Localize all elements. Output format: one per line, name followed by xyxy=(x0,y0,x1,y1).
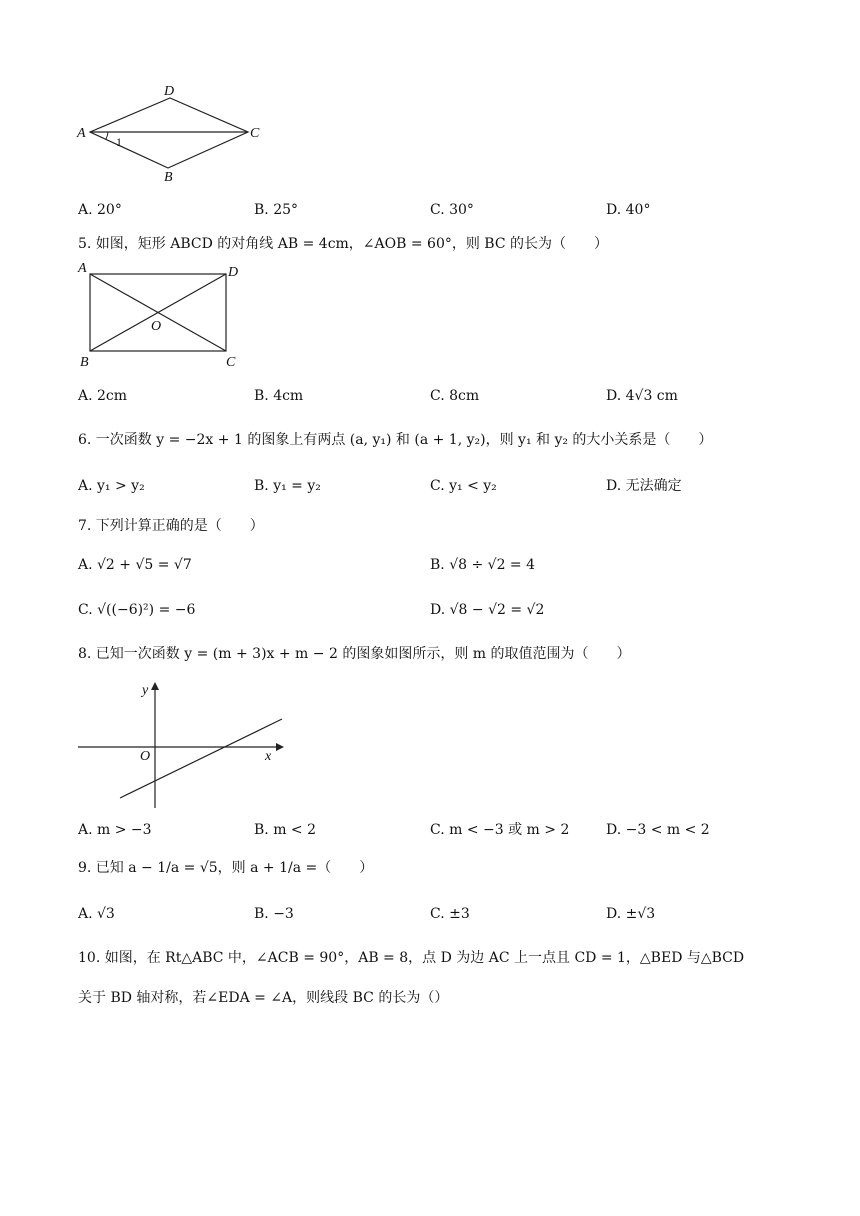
q7-option-b[interactable]: B. √8 ÷ √2 = 4 xyxy=(430,557,536,573)
label-x: x xyxy=(265,749,272,764)
q9-option-a[interactable]: A. √3 xyxy=(78,906,115,922)
q6-option-c[interactable]: C. y₁ < y₂ xyxy=(430,478,497,494)
q7-option-a[interactable]: A. √2 + √5 = √7 xyxy=(78,557,192,573)
label-C: C xyxy=(250,126,260,141)
q9-option-c[interactable]: C. ±3 xyxy=(430,906,470,922)
q10-stem-line1: 10. 如图，在 Rt△ABC 中，∠ACB = 90°，AB = 8，点 D 为边 AC 上一点且 CD = 1，△BED 与△BCD xyxy=(78,950,745,966)
q4-option-d[interactable]: D. 40° xyxy=(606,202,651,218)
q5-option-c[interactable]: C. 8cm xyxy=(430,388,480,404)
label-A: A xyxy=(77,126,86,141)
rectangle-figure xyxy=(72,258,252,374)
q8-option-c[interactable]: C. m < −3 或 m > 2 xyxy=(430,822,570,838)
q10-stem-line2: 关于 BD 轴对称，若∠EDA = ∠A，则线段 BC 的长为（） xyxy=(78,990,449,1006)
linear-function-graph xyxy=(72,676,292,816)
q8-option-a[interactable]: A. m > −3 xyxy=(78,822,152,838)
label-angle-1: 1 xyxy=(116,135,122,149)
q5-option-a[interactable]: A. 2cm xyxy=(78,388,128,404)
label-O: O xyxy=(151,319,162,334)
q6-stem: 6. 一次函数 y = −2x + 1 的图象上有两点 (a, y₁) 和 (a + 1, y₂)，则 y₁ 和 y₂ 的大小关系是（ ） xyxy=(78,432,713,448)
rhombus-figure xyxy=(72,80,272,188)
label-B: B xyxy=(164,170,173,185)
label-A: A xyxy=(78,261,87,276)
q8-option-b[interactable]: B. m < 2 xyxy=(254,822,317,838)
q5-option-b[interactable]: B. 4cm xyxy=(254,388,304,404)
q9-option-b[interactable]: B. −3 xyxy=(254,906,294,922)
q6-option-a[interactable]: A. y₁ > y₂ xyxy=(78,478,145,494)
q5-option-d[interactable]: D. 4√3 cm xyxy=(606,388,678,404)
label-O: O xyxy=(140,749,151,764)
q6-option-d[interactable]: D. 无法确定 xyxy=(606,478,682,494)
q7-stem: 7. 下列计算正确的是（ ） xyxy=(78,518,264,534)
q5-stem: 5. 如图，矩形 ABCD 的对角线 AB = 4cm，∠AOB = 60°，则 BC 的长为（ ） xyxy=(78,236,609,252)
q9-stem: 9. 已知 a − 1/a = √5，则 a + 1/a =（ ） xyxy=(78,860,374,876)
q4-option-c[interactable]: C. 30° xyxy=(430,202,474,218)
q8-option-d[interactable]: D. −3 < m < 2 xyxy=(606,822,710,838)
q9-option-d[interactable]: D. ±√3 xyxy=(606,906,656,922)
q6-option-b[interactable]: B. y₁ = y₂ xyxy=(254,478,321,494)
q7-option-c[interactable]: C. √((−6)²) = −6 xyxy=(78,602,196,618)
label-C: C xyxy=(226,355,236,370)
label-D: D xyxy=(164,84,175,99)
label-D: D xyxy=(228,265,239,280)
q4-option-b[interactable]: B. 25° xyxy=(254,202,299,218)
label-y: y xyxy=(142,683,149,698)
q4-option-a[interactable]: A. 20° xyxy=(78,202,122,218)
q8-stem: 8. 已知一次函数 y = (m + 3)x + m − 2 的图象如图所示，则 m 的取值范围为（ ） xyxy=(78,646,631,662)
q7-option-d[interactable]: D. √8 − √2 = √2 xyxy=(430,602,545,618)
label-B: B xyxy=(80,355,89,370)
